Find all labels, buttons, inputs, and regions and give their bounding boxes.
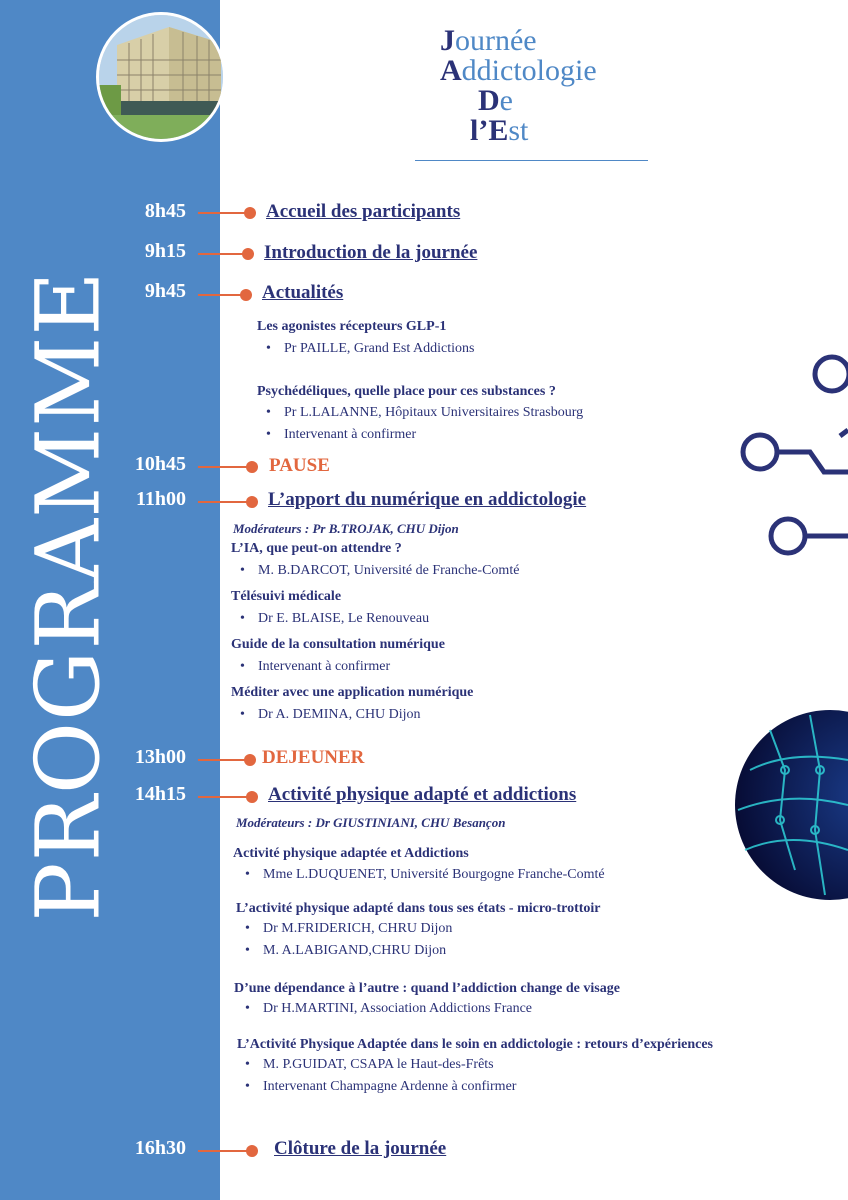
talk-title: Télésuivi médicale (231, 589, 342, 604)
timeline-dot (244, 207, 256, 219)
timeline-dot (246, 496, 258, 508)
network-icon (720, 340, 848, 580)
speaker-item: • Intervenant Champagne Ardenne à confirmer (263, 1079, 516, 1095)
moderators-line: Modérateurs : Pr B.TROJAK, CHU Dijon (233, 521, 459, 536)
building-photo (96, 12, 226, 142)
speaker-item: • Mme L.DUQUENET, Université Bourgogne Franche-Comté (263, 867, 605, 883)
talk-title: L’Activité Physique Adaptée dans le soin en addictologie : retours d’expériences (237, 1037, 713, 1052)
time-label: 14h15 (134, 783, 186, 805)
timeline-dot (242, 248, 254, 260)
talk-title: Activité physique adaptée et Addictions (233, 846, 469, 861)
timeline-connector (198, 1150, 250, 1152)
speaker-item: • M. P.GUIDAT, CSAPA le Haut-des-Frêts (263, 1057, 494, 1073)
timeline-dot (246, 791, 258, 803)
time-label: 9h45 (144, 280, 186, 302)
timeline-connector (198, 294, 244, 296)
programme-vertical-title: PROGRAMME (16, 270, 120, 922)
talk-title: L’activité physique adapté dans tous ses états - micro-trottoir (236, 901, 601, 916)
moderators-line: Modérateurs : Dr GIUSTINIANI, CHU Besançon (236, 815, 506, 830)
timeline-connector (198, 466, 250, 468)
pause-label: PAUSE (269, 455, 330, 476)
time-label: 8h45 (144, 200, 186, 222)
speaker-item: • Dr H.MARTINI, Association Addictions France (263, 1001, 532, 1017)
speaker-item: • Dr A. DEMINA, CHU Dijon (258, 707, 421, 723)
logo-line-1: Journée (440, 24, 537, 57)
talk-title: Psychédéliques, quelle place pour ces substances ? (257, 384, 556, 399)
talk-title: Méditer avec une application numérique (231, 685, 474, 700)
speaker-item: • M. A.LABIGAND,CHRU Dijon (263, 943, 446, 959)
speaker-item: • M. B.DARCOT, Université de Franche-Comté (258, 563, 519, 579)
section-title: L’apport du numérique en addictologie (268, 489, 587, 510)
section-title: Actualités (262, 282, 344, 303)
timeline-connector (198, 796, 250, 798)
timeline-dot (244, 754, 256, 766)
logo-line-2: Addictologie (440, 54, 597, 87)
speaker-item: • Pr L.LALANNE, Hôpitaux Universitaires Strasbourg (284, 405, 583, 421)
timeline-dot (246, 461, 258, 473)
speaker-item: • Dr E. BLAISE, Le Renouveau (258, 611, 429, 627)
timeline-dot (246, 1145, 258, 1157)
section-title: Introduction de la journée (264, 242, 478, 263)
timeline-connector (198, 253, 246, 255)
lunch-label: DEJEUNER (262, 747, 365, 768)
timeline-dot (240, 289, 252, 301)
time-label: 10h45 (134, 453, 186, 475)
speaker-item: • Intervenant à confirmer (284, 427, 416, 443)
talk-title: Guide de la consultation numérique (231, 637, 445, 652)
time-label: 11h00 (135, 488, 186, 510)
talk-title: D’une dépendance à l’autre : quand l’addiction change de visage (234, 981, 620, 996)
speaker-item: • Intervenant à confirmer (258, 659, 390, 675)
logo-line-4: l’Est (470, 114, 529, 147)
section-title: Clôture de la journée (274, 1138, 447, 1159)
time-label: 13h00 (134, 746, 186, 768)
time-label: 16h30 (134, 1137, 186, 1159)
talk-title: L’IA, que peut-on attendre ? (231, 541, 402, 556)
event-logo (440, 26, 597, 146)
speaker-item: • Dr M.FRIDERICH, CHRU Dijon (263, 921, 452, 937)
time-label: 9h15 (144, 240, 186, 262)
talk-title: Les agonistes récepteurs GLP-1 (257, 319, 447, 334)
section-title: Accueil des participants (266, 201, 461, 222)
digital-globe-icon (730, 710, 848, 900)
timeline-connector (198, 212, 248, 214)
logo-line-3: De (478, 84, 513, 117)
logo-divider (415, 160, 648, 161)
timeline-connector (198, 759, 248, 761)
timeline-connector (198, 501, 250, 503)
section-title: Activité physique adapté et addictions (268, 784, 577, 805)
speaker-item: • Pr PAILLE, Grand Est Addictions (284, 341, 474, 357)
